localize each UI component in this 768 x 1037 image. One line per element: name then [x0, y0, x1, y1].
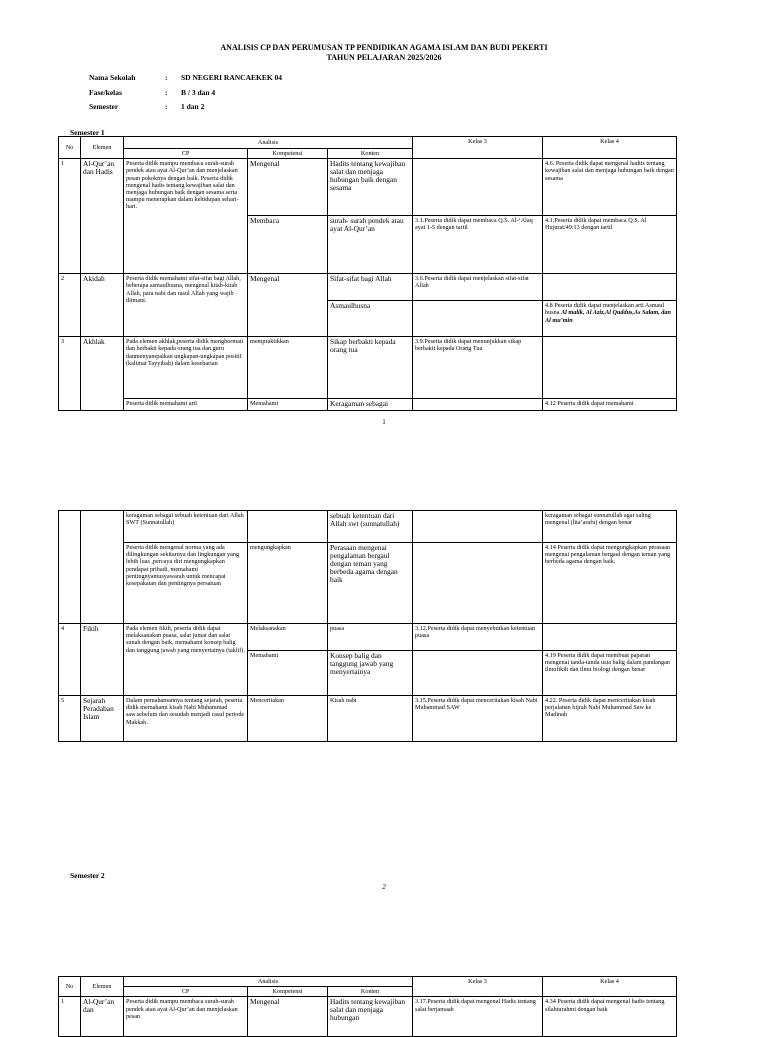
cell-kelas4: [543, 274, 677, 301]
cell-kelas3: 3.17.Peserta didik dapat mengenal Hadis tentang salat berjamaah: [413, 997, 543, 1037]
cell-kelas4: [543, 301, 677, 337]
cell-elemen: Al-Qur’an dan Hadis: [81, 159, 124, 274]
col-analisis-header: Analisis: [124, 137, 413, 149]
cell-kompetensi: Memahami: [248, 651, 328, 696]
cell-konten: sebuah ketentuan dari Allah swt (sunnatullah): [328, 511, 413, 543]
cell-kelas4: 4.12 Peserta didik dapat memahami: [543, 399, 677, 411]
cell-konten: Kisah nabi: [328, 696, 413, 742]
document-title: ANALISIS CP DAN PERUMUSAN TP PENDIDIKAN AGAMA ISLAM DAN BUDI PEKERTI: [220, 43, 548, 52]
cell-kelas3: [413, 651, 543, 696]
meta-row-school: [89, 73, 389, 83]
cell-kelas4: 4.14 Peserta didik dapat mengungkapkan perasaan mengenai pengalaman bergaul dengan teman yang berbeda agama dengan baik.: [543, 543, 677, 624]
col-no-header: No: [59, 977, 81, 997]
cell-kelas4: 4.22. Peserta didik dapat menceritakan kisah perjalanan hijrah Nabi Muhammad Saw ke Madinah: [543, 696, 677, 742]
col-konten-header: Konten: [328, 987, 413, 997]
meta-label: Nama Sekolah: [89, 73, 136, 82]
semester1-table: [58, 136, 677, 411]
kelas4-text: 4.8 Peserta didik dapat menjelaskan arti Asmaul husna: [545, 302, 665, 317]
meta-value: SD NEGERI RANCAEKEK 04: [181, 73, 283, 82]
cell-cp: Pada elemen akhlak,peserta didik menghormati dan berbakti kepada orang tua dan guru danmenyampaikan ungkapan-ungkapan positif (kalimat Tayyibah) dalam keseharian: [124, 337, 248, 399]
semester1-label: Semester 1: [70, 128, 105, 137]
meta-row-phase: [89, 88, 389, 98]
cell-kompetensi: Melaksanakan: [248, 624, 328, 651]
cell-kelas4: 4.19 Peserta didik dapat membuat paparan mengenai tanda-tanda usia balig dalam pandangan ilmufikih dan ilmu biologi dengan benar: [543, 651, 677, 696]
cell-elemen: Al-Qur’an dan: [81, 997, 124, 1037]
col-elemen-header: Elemen: [81, 977, 124, 997]
table-row: [59, 997, 677, 1037]
cell-cp: Peserta didik memahami sifat-sifat bagi Allah, beberapa asmaulhusna, mengenal kitab-kitab Allah, para nabi dan rasul Allah yang wajib diimani.: [124, 274, 248, 337]
cell-kompetensi: Menceritakan: [248, 696, 328, 742]
col-analisis-header: Analisis: [124, 977, 413, 987]
col-kompetensi-header: Kompetensi: [248, 987, 328, 997]
meta-label: Semester: [89, 102, 119, 111]
cell-cp: Peserta didik mampu membaca surah-surah pendek atau ayat Al-Qur’an dan menjelaskan pesan: [124, 997, 248, 1037]
table-row: [59, 159, 677, 216]
cell-cp: keragaman sebagai sebuah ketentuan dari Allah SWT (Sunnatullah): [124, 511, 248, 543]
cell-kelas4: [543, 337, 677, 399]
cell-kelas3: [413, 159, 543, 216]
cell-cp: Peserta didik mengenal norma yang ada dilingkungan sekitarnya dan lingkungan yang lebih luas ,percaya diri mengungkapkan pendapat pribadi, memahami pentingnyamusyawarah untuk mencapai kesepakatan dan pentingnya persatuan: [124, 543, 248, 624]
meta-row-semester: [89, 102, 389, 112]
cell-konten: Hadits tentang kewajiban salat dan menjaga hubungan: [328, 997, 413, 1037]
cell-kompetensi: Memahami: [248, 399, 328, 411]
document-subtitle: TAHUN PELAJARAN 2025/2026: [326, 53, 442, 62]
meta-value: 1 dan 2: [181, 102, 205, 111]
cell-konten: surah- surah pendek atau ayat Al-Qur’an: [328, 216, 413, 274]
cell-konten: Asmaulhusna: [328, 301, 413, 337]
col-kelas4-header: Kelas 4: [543, 977, 677, 997]
cell-no: 5: [59, 696, 81, 742]
col-cp-header: CP: [124, 987, 248, 997]
cell-konten: puasa: [328, 624, 413, 651]
continuation-table: [58, 510, 677, 742]
table-row: [59, 511, 677, 543]
cell-kelas3: 3.1.Peserta didik dapat membaca Q.S. Al-‘Alaq ayat 1-5 dengan tartil: [413, 216, 543, 274]
meta-colon: :: [165, 88, 168, 97]
cell-kelas3: 3.6.Peserta didik dapat menjelaskan sifat-sifat Allah: [413, 274, 543, 301]
asmaul-husna-names: Al malik, Al Aziz,Al Quddus,As Salam, dan Al mu’min: [545, 309, 671, 324]
cell-kompetensi: mempraktikkan: [248, 337, 328, 399]
cell-elemen: Akhlak: [81, 337, 124, 411]
col-elemen-header: Elemen: [81, 137, 124, 159]
cell-kelas4: 4.34 Peserta didik dapat mengenal hadis tentang silahturahmi dengan baik: [543, 997, 677, 1037]
cell-kelas3: [413, 543, 543, 624]
col-konten-header: Konten: [328, 149, 413, 159]
cell-konten: Sikap berbakti kepada orang tua: [328, 337, 413, 399]
cell-konten: Hadits tentang kewajiban salat dan menjaga hubungan baik dengan sesama: [328, 159, 413, 216]
cell-elemen: Sejarah Peradaban Islam: [81, 696, 124, 742]
cell-kelas4: keragaman sebagai sunnatullah agar saling mengenal (lita’arafu) dengan benar: [543, 511, 677, 543]
meta-label: Fase/kelas: [89, 88, 122, 97]
cell-kompetensi: Mengenal: [248, 997, 328, 1037]
cell-no: 3: [59, 337, 81, 411]
page-number: 1: [382, 418, 386, 426]
cell-no: 1: [59, 159, 81, 274]
cell-kelas3: [413, 511, 543, 543]
cell-no: 1: [59, 997, 81, 1037]
col-kompetensi-header: Kompetensi: [248, 149, 328, 159]
cell-no: 2: [59, 274, 81, 337]
cell-elemen: Fikih: [81, 624, 124, 696]
cell-kompetensi: Membaca: [248, 216, 328, 274]
cell-no: [59, 511, 81, 624]
cell-konten: Konsep balig dan tanggung jawab yang menyertainya: [328, 651, 413, 696]
col-cp-header: CP: [124, 149, 248, 159]
cell-kelas3: [413, 301, 543, 337]
col-no-header: No: [59, 137, 81, 159]
table-row: [59, 274, 677, 301]
cell-konten: Keragaman sebagai: [328, 399, 413, 411]
col-kelas3-header: Kelas 3: [413, 977, 543, 997]
meta-colon: :: [165, 73, 168, 82]
cell-kelas4: [543, 624, 677, 651]
cell-kelas4: 4.6. Peserta didik dapat mengenal hadits tentang kewajiban salat dan menjaga hubungan baik dengan sesama: [543, 159, 677, 216]
cell-konten: Perasaan mengenai pengalaman bergaul dengan teman yang berbeda agama dengan baik: [328, 543, 413, 624]
cell-konten: Sifat-sifat bagi Allah: [328, 274, 413, 301]
cell-kompetensi: mengungkapkan: [248, 543, 328, 624]
cell-kelas3: 3.9.Peserta didik dapat menunjukkan sikap berbakti kepada Orang Tua: [413, 337, 543, 399]
cell-kelas4: 4.1.Peserta didik dapat membaca Q.S. Al Hujurat/49:13 dengan tartil: [543, 216, 677, 274]
page-number: 2: [382, 883, 386, 891]
cell-cp: Dalam pemahamannya tentang sejarah, peserta didik memahami kisah Nabi Muhammad saw.sebelum dan sesudah menjadi rasul periode Makkah.: [124, 696, 248, 742]
cell-kompetensi: Mengenal: [248, 274, 328, 337]
meta-colon: :: [165, 102, 168, 111]
cell-kompetensi: [248, 511, 328, 543]
table-row: [59, 337, 677, 399]
cell-elemen: [81, 511, 124, 624]
cell-elemen: Akidah: [81, 274, 124, 337]
table-row: [59, 543, 677, 624]
cell-cp: Pada elemen fikih, peserta didik dapat melaksanakan puasa, salat jumat dan salat sunah dengan baik, memahami konsep balig dan tanggung jawab yang menyertainya (taklif).: [124, 624, 248, 696]
cell-kelas3: 3.12.Peserta didik dapat menyebutkan ketentuan puasa: [413, 624, 543, 651]
meta-value: B / 3 dan 4: [181, 88, 216, 97]
table-row: [59, 399, 677, 411]
cell-cp: Peserta didik memahami arti: [124, 399, 248, 411]
cell-no: 4: [59, 624, 81, 696]
table-row: [59, 696, 677, 742]
col-kelas4-header: Kelas 4: [543, 137, 677, 159]
cell-kelas3: [413, 399, 543, 411]
table-row: [59, 624, 677, 651]
cell-cp: Peserta didik mampu membaca surah-surah pendek atau ayat Al-Qur’an dan menjelaskan pesan pokoknya dengan baik. Peserta didik mengenal hadis tentang kewajiban salat dan menjaga hubungan baik dengan sesama serta mampu menerapkan dalam kehidupan sehari-hari.: [124, 159, 248, 274]
cell-kompetensi: Mengenal: [248, 159, 328, 216]
cell-kelas3: 3.15.Peserta didik dapat menceritakan kisah Nabi Muhammad SAW: [413, 696, 543, 742]
semester2-table: [58, 976, 677, 1037]
semester2-label: Semester 2: [70, 871, 105, 880]
col-kelas3-header: Kelas 3: [413, 137, 543, 159]
